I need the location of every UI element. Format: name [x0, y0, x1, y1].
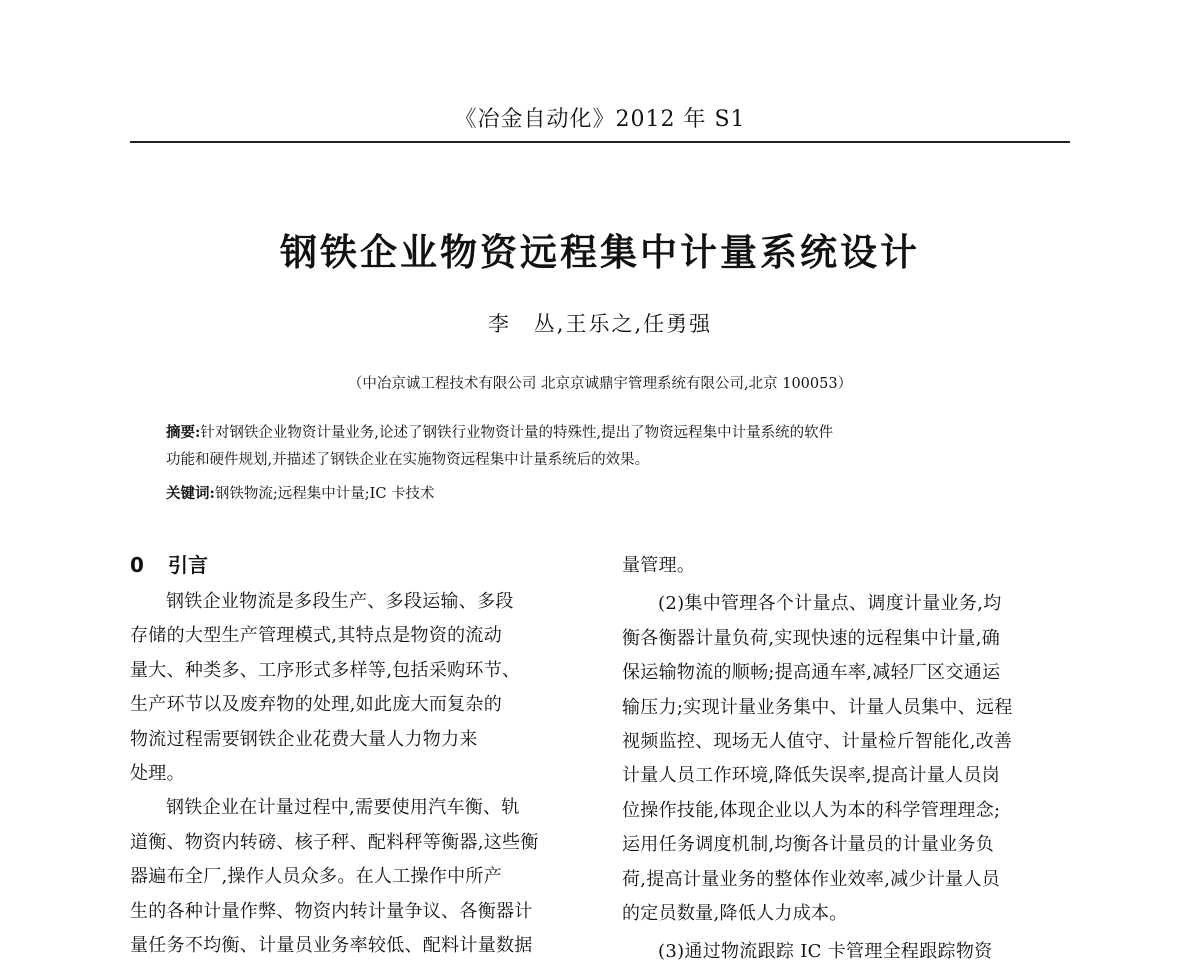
article-title: 钢铁企业物资远程集中计量系统设计 [280, 231, 920, 274]
keywords [166, 480, 1036, 508]
text-line: 位操作技能,体现企业以人为本的科学管理理念; [622, 799, 1001, 821]
text-line: 运用任务调度机制,均衡各计量员的计量业务负 [622, 834, 995, 856]
continued-paragraph [622, 549, 1070, 583]
text-line: 器遍布全厂,操作人员众多。在人工操作中所产 [130, 866, 503, 888]
text-line: (3)通过物流跟踪 IC 卡管理全程跟踪物资 [658, 941, 993, 963]
point-3-paragraph [622, 935, 1070, 969]
text-line: 存储的大型生产管理模式,其特点是物资的流动 [130, 625, 503, 647]
article-affiliation: （中冶京诚工程技术有限公司 北京京诚鼎宇管理系统有限公司,北京 100053） [347, 376, 853, 392]
section-heading-intro [130, 549, 578, 581]
left-column [130, 549, 578, 963]
text-line: 的定员数量,降低人力成本。 [622, 903, 848, 925]
text-line: 衡各衡器计量负荷,实现快速的远程集中计量,确 [622, 627, 1001, 649]
text-line: 视频监控、现场无人值守、计量检斤智能化,改善 [622, 731, 1013, 753]
text-line: 道衡、物资内转磅、核子秤、配料秤等衡器,这些衡 [130, 831, 539, 853]
text-line: 钢铁企业在计量过程中,需要使用汽车衡、轨 [166, 797, 520, 819]
right-column [622, 549, 1070, 970]
text-line: 计量人员工作环境,降低失误率,提高计量人员岗 [622, 765, 1001, 787]
intro-paragraph-1 [130, 585, 578, 791]
text-line: 物流过程需要钢铁企业花费大量人力物力来 [130, 728, 478, 750]
text-line: 量管理。 [622, 555, 696, 576]
abstract-line-1 [166, 419, 1036, 447]
abstract-text-1: 针对钢铁企业物资计量业务,论述了钢铁行业物资计量的特殊性,提出了物资远程集中计量系统的软件 [200, 425, 834, 441]
text-line: 生产环节以及废弃物的处理,如此庞大而复杂的 [130, 694, 503, 716]
abstract [166, 419, 1036, 474]
text-line: (2)集中管理各个计量点、调度计量业务,均 [658, 593, 1002, 615]
text-line: 量任务不均衡、计量员业务率较低、配料计量数据 [130, 935, 533, 957]
text-line: 输压力;实现计量业务集中、计量人员集中、远程 [622, 696, 1013, 718]
text-line: 量大、种类多、工序形式多样等,包括采购环节、 [130, 659, 521, 681]
section-number: 0 [130, 553, 144, 577]
text-line: 保运输物流的顺畅;提高通车率,减轻厂区交通运 [622, 662, 1001, 684]
keywords-label: 关键词: [166, 485, 215, 502]
abstract-label: 摘要: [166, 424, 201, 441]
text-line: 生的各种计量作弊、物资内转计量争议、各衡器计 [130, 900, 533, 922]
abstract-line-2: 功能和硬件规划,并描述了钢铁企业在实施物资远程集中计量系统后的效果。 [166, 452, 650, 468]
journal-header: 《冶金自动化》2012 年 S1 [454, 107, 746, 132]
keywords-text: 钢铁物流;远程集中计量;IC 卡技术 [214, 486, 435, 502]
header-rule [130, 141, 1070, 143]
point-2-paragraph [622, 587, 1070, 931]
text-line: 钢铁企业物流是多段生产、多段运输、多段 [166, 591, 514, 612]
intro-paragraph-2 [130, 791, 578, 963]
text-line: 荷,提高计量业务的整体作业效率,减少计量人员 [622, 868, 1001, 890]
article-authors: 李 丛,王乐之,任勇强 [487, 312, 713, 336]
section-title: 引言 [168, 553, 208, 577]
text-line: 处理。 [130, 763, 185, 785]
